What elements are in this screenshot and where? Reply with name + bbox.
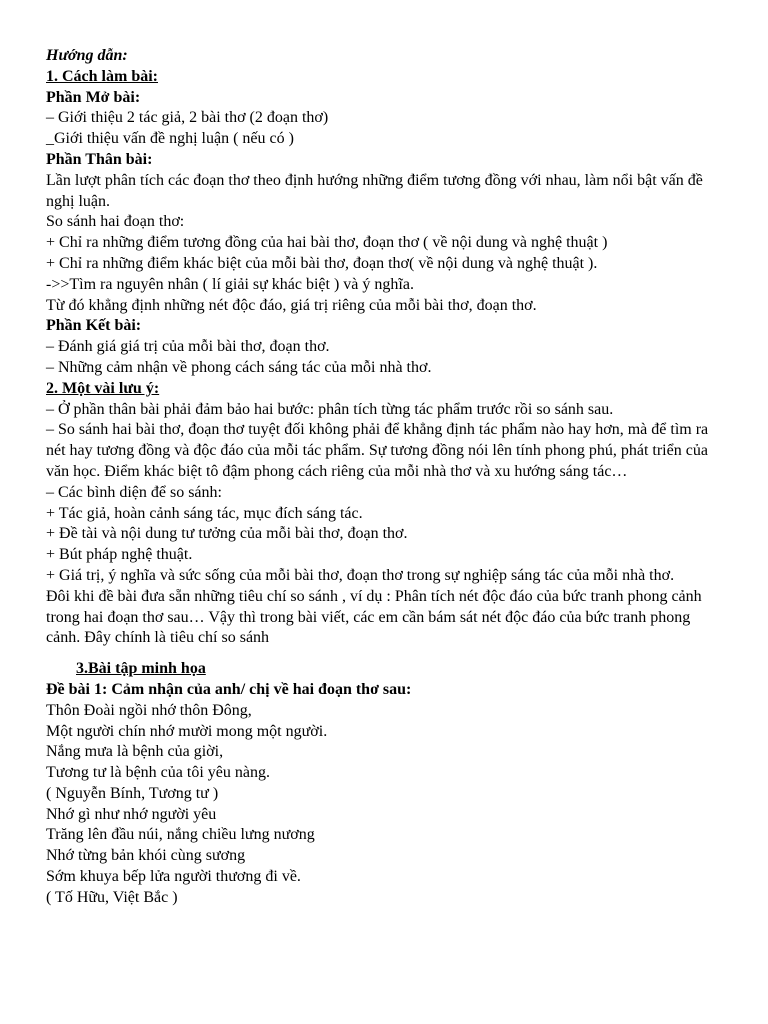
- poem-1-line: Nắng mưa là bệnh của giời,: [46, 743, 224, 761]
- ketbai-line-2: – Những cảm nhận về phong cách sáng tác của mỗi nhà thơ.: [46, 358, 432, 376]
- luuy-line-6: + Bút pháp nghệ thuật.: [46, 546, 193, 564]
- poem-1-source: ( Nguyễn Bính, Tương tư ): [46, 784, 219, 802]
- paragraph-gap: [46, 649, 728, 659]
- poem-1-line: Thôn Đoài ngồi nhớ thôn Đông,: [46, 701, 252, 719]
- section-2-heading: 2. Một vài lưu ý:: [46, 379, 160, 397]
- poem-2-line: Sớm khuya bếp lửa người thương đi về.: [46, 868, 301, 886]
- luuy-line-2: – So sánh hai bài thơ, đoạn thơ tuyệt đối không phải để khẳng định tác phẩm nào hay hơn, mà để tìm ra nét hay tương đồng và độc đáo của mỗi tác phẩm. Sự tương đồng nói lên tính phong phú, phát triển của văn học. Điểm khác biệt tô đậm phong cách riêng của mỗi nhà thơ và xu hướng sáng tác…: [46, 421, 709, 480]
- poem-2-line: Nhớ từng bản khói cùng sương: [46, 847, 246, 865]
- poem-1-line: Một người chín nhớ mười mong một người.: [46, 722, 328, 740]
- luuy-line-8: Đôi khi đề bài đưa sẵn những tiêu chí so sánh , ví dụ : Phân tích nét độc đáo của bức tranh phong cảnh trong hai đoạn thơ sau… Vậy thì trong bài viết, các em cần bám sát nét độc đáo của bức tranh phong cảnh. Đây chính là tiêu chí so sánh: [46, 587, 702, 647]
- thanbai-heading: Phần Thân bài:: [46, 150, 153, 168]
- luuy-line-7: + Giá trị, ý nghĩa và sức sống của mỗi bài thơ, đoạn thơ trong sự nghiệp sáng tác của mỗi nhà thơ.: [46, 566, 675, 584]
- poem-2-source: ( Tố Hữu, Việt Bắc ): [46, 888, 178, 906]
- thanbai-line-2: So sánh hai đoạn thơ:: [46, 213, 185, 231]
- luuy-line-5: + Đề tài và nội dung tư tưởng của mỗi bài thơ, đoạn thơ.: [46, 525, 408, 543]
- thanbai-line-3: + Chỉ ra những điểm tương đồng của hai bài thơ, đoạn thơ ( về nội dung và nghệ thuật ): [46, 234, 608, 252]
- mobai-line-2: _Giới thiệu vấn đề nghị luận ( nếu có ): [46, 130, 294, 148]
- luuy-line-4: + Tác giả, hoàn cảnh sáng tác, mục đích sáng tác.: [46, 504, 363, 522]
- mobai-heading: Phần Mở bài:: [46, 88, 141, 106]
- poem-2-line: Trăng lên đầu núi, nắng chiều lưng nương: [46, 826, 315, 844]
- thanbai-line-5: ->>Tìm ra nguyên nhân ( lí giải sự khác biệt ) và ý nghĩa.: [46, 275, 414, 293]
- poem-1: [46, 701, 728, 805]
- poem-2-line: Nhớ gì như nhớ người yêu: [46, 805, 217, 823]
- luuy-line-3: – Các bình diện để so sánh:: [46, 483, 222, 501]
- ketbai-line-1: – Đánh giá giá trị của mỗi bài thơ, đoạn thơ.: [46, 338, 330, 356]
- poem-2: [46, 805, 728, 909]
- section-1-heading: 1. Cách làm bài:: [46, 67, 158, 85]
- thanbai-line-4: + Chỉ ra những điểm khác biệt của mỗi bài thơ, đoạn thơ( về nội dung và nghệ thuật ).: [46, 254, 598, 272]
- doc-title: Hướng dẫn:: [46, 47, 128, 64]
- debai-heading: Đề bài 1: Cảm nhận của anh/ chị về hai đoạn thơ sau:: [46, 680, 412, 698]
- poem-1-line: Tương tư là bệnh của tôi yêu nàng.: [46, 764, 270, 782]
- thanbai-line-1: Lần lượt phân tích các đoạn thơ theo định hướng những điểm tương đồng với nhau, làm nổi bật vấn đề nghị luận.: [46, 171, 703, 210]
- ketbai-heading: Phần Kết bài:: [46, 317, 142, 335]
- thanbai-line-6: Từ đó khẳng định những nét độc đáo, giá trị riêng của mỗi bài thơ, đoạn thơ.: [46, 296, 537, 314]
- mobai-line-1: – Giới thiệu 2 tác giả, 2 bài thơ (2 đoạn thơ): [46, 109, 329, 127]
- section-3-heading: 3.Bài tập minh họa: [76, 660, 206, 678]
- luuy-line-1: – Ở phần thân bài phải đảm bảo hai bước: phân tích từng tác phẩm trước rồi so sánh sau.: [46, 400, 614, 418]
